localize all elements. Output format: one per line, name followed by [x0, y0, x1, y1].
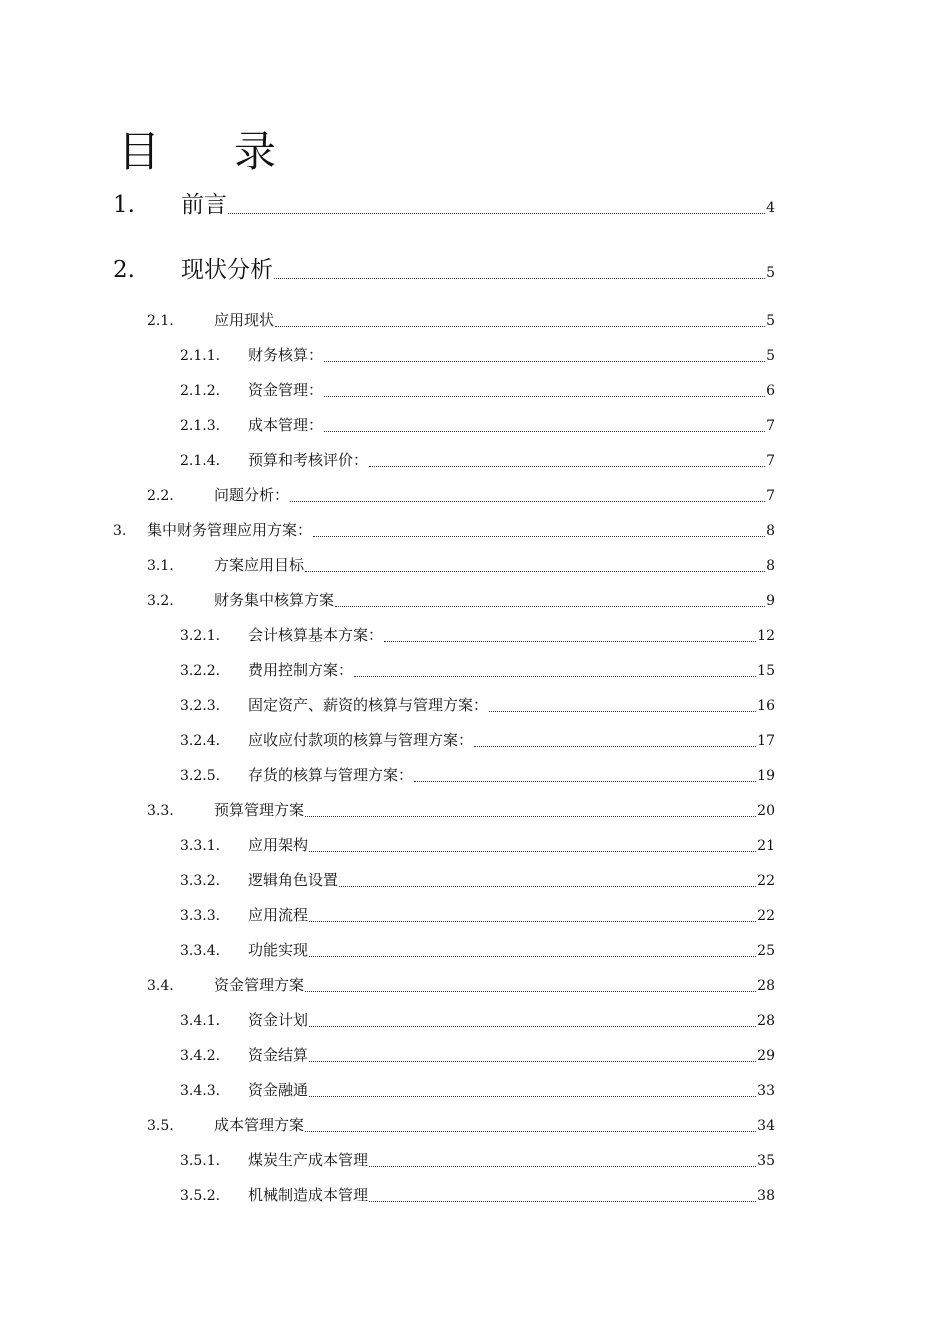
toc-leader-dots	[309, 956, 756, 957]
toc-leader-dots	[339, 886, 756, 887]
toc-entry-title: 煤炭生产成本管理	[248, 1151, 369, 1169]
toc-entry[interactable]	[180, 379, 775, 400]
toc-entry-page: 22	[757, 873, 775, 889]
toc-entry[interactable]	[147, 799, 775, 820]
toc-leader-dots	[369, 1166, 756, 1167]
toc-entry-page: 12	[757, 628, 775, 644]
toc-entry-title: 应用架构	[248, 836, 309, 854]
toc-leader-dots	[309, 1026, 756, 1027]
toc-entry-number: 2.1.4.	[180, 453, 221, 469]
toc-leader-dots	[305, 1131, 756, 1132]
toc-entry[interactable]	[147, 1114, 775, 1135]
toc-entry-title: 资金管理方案	[214, 976, 305, 994]
page-title-char-2: 录	[234, 127, 277, 176]
toc-entry[interactable]	[147, 484, 775, 505]
toc-entry-page: 33	[757, 1083, 775, 1099]
toc-entry-page: 16	[757, 698, 775, 714]
toc-entry[interactable]	[180, 624, 775, 645]
toc-entry-page: 9	[766, 593, 775, 609]
toc-entry-number: 2.1.2.	[180, 383, 221, 399]
toc-leader-dots	[274, 278, 765, 279]
toc-entry-title: 集中财务管理应用方案：	[147, 521, 313, 539]
toc-leader-dots	[414, 781, 756, 782]
toc-entry-page: 4	[766, 200, 775, 216]
toc-entry-page: 7	[766, 453, 775, 469]
toc-entry-page: 15	[757, 663, 775, 679]
toc-entry-page: 20	[757, 803, 775, 819]
toc-leader-dots	[290, 501, 765, 502]
toc-entry-number: 2.1.1.	[180, 348, 221, 364]
toc-entry[interactable]	[147, 309, 775, 330]
toc-entry-title: 会计核算基本方案：	[248, 626, 384, 644]
toc-leader-dots	[309, 851, 756, 852]
toc-entry-number: 2.1.3.	[180, 418, 221, 434]
toc-entry-number: 3.4.	[147, 978, 174, 994]
toc-leader-dots	[489, 711, 756, 712]
toc-entry-number: 2.2.	[147, 488, 174, 504]
toc-entry[interactable]	[180, 1044, 775, 1065]
toc-entry-number: 1.	[113, 192, 135, 218]
toc-entry-page: 35	[757, 1153, 775, 1169]
toc-entry[interactable]	[147, 974, 775, 995]
toc-entry[interactable]	[113, 251, 775, 284]
toc-entry-title: 机械制造成本管理	[248, 1186, 369, 1204]
toc-entry[interactable]	[180, 834, 775, 855]
toc-entry-page: 5	[766, 313, 775, 329]
toc-entry-number: 2.1.	[147, 313, 174, 329]
toc-entry-number: 3.5.	[147, 1118, 174, 1134]
toc-entry-page: 29	[757, 1048, 775, 1064]
toc-entry-number: 3.3.4.	[180, 943, 221, 959]
toc-entry-title: 应用流程	[248, 906, 309, 924]
toc-entry-number: 3.	[113, 523, 127, 539]
toc-entry[interactable]	[180, 1079, 775, 1100]
toc-entry-number: 3.1.	[147, 558, 174, 574]
toc-entry-title: 成本管理方案	[214, 1116, 305, 1134]
toc-leader-dots	[324, 431, 765, 432]
toc-entry-title: 应收应付款项的核算与管理方案：	[248, 731, 474, 749]
toc-entry-number: 3.3.3.	[180, 908, 221, 924]
toc-entry-page: 28	[757, 1013, 775, 1029]
toc-entry-number: 3.2.4.	[180, 733, 221, 749]
toc-entry[interactable]	[147, 554, 775, 575]
toc-leader-dots	[474, 746, 756, 747]
toc-entry-number: 3.2.1.	[180, 628, 221, 644]
toc-entry-page: 7	[766, 488, 775, 504]
toc-entry-title: 存货的核算与管理方案：	[248, 766, 414, 784]
toc-entry-title: 成本管理：	[248, 416, 324, 434]
toc-leader-dots	[369, 466, 765, 467]
toc-leader-dots	[384, 641, 756, 642]
toc-leader-dots	[313, 536, 765, 537]
toc-entry-title: 财务集中核算方案	[214, 591, 335, 609]
toc-entry-number: 3.4.2.	[180, 1048, 221, 1064]
toc-entry[interactable]	[180, 764, 775, 785]
toc-entry-title: 问题分析：	[214, 486, 290, 504]
toc-entry[interactable]	[180, 904, 775, 925]
toc-entry-title: 资金结算	[248, 1046, 309, 1064]
toc-entry-page: 8	[766, 523, 775, 539]
toc-entry-page: 5	[766, 348, 775, 364]
toc-entry[interactable]	[180, 1009, 775, 1030]
toc-entry-number: 3.3.2.	[180, 873, 221, 889]
toc-entry-title: 资金计划	[248, 1011, 309, 1029]
toc-leader-dots	[309, 921, 756, 922]
toc-entry[interactable]	[180, 939, 775, 960]
toc-entry-title: 预算管理方案	[214, 801, 305, 819]
toc-entry-title: 前言	[181, 192, 227, 218]
toc-leader-dots	[305, 991, 756, 992]
toc-leader-dots	[369, 1201, 756, 1202]
toc-entry-page: 19	[757, 768, 775, 784]
toc-entry[interactable]	[147, 589, 775, 610]
toc-leader-dots	[324, 361, 765, 362]
toc-entry-number: 3.2.3.	[180, 698, 221, 714]
toc-entry-page: 28	[757, 978, 775, 994]
toc-entry-number: 3.4.3.	[180, 1083, 221, 1099]
toc-entry-title: 资金融通	[248, 1081, 309, 1099]
toc-leader-dots	[275, 326, 765, 327]
toc-leader-dots	[309, 1096, 756, 1097]
toc-leader-dots	[228, 213, 765, 214]
toc-entry-title: 资金管理：	[248, 381, 324, 399]
toc-entry-title: 财务核算：	[248, 346, 324, 364]
toc-entry-title: 应用现状	[214, 311, 275, 329]
toc-entry-page: 34	[757, 1118, 775, 1134]
toc-leader-dots	[335, 606, 765, 607]
toc-entry[interactable]	[180, 869, 775, 890]
toc-entry-page: 8	[766, 558, 775, 574]
toc-entry[interactable]	[180, 1184, 775, 1205]
toc-entry-number: 3.2.	[147, 593, 174, 609]
toc-entry-title: 现状分析	[181, 257, 273, 283]
toc-entry-title: 逻辑角色设置	[248, 871, 339, 889]
toc-entry-number: 3.3.1.	[180, 838, 221, 854]
toc-entry-title: 费用控制方案：	[248, 661, 354, 679]
toc-entry-number: 3.3.	[147, 803, 174, 819]
toc-entry-page: 17	[757, 733, 775, 749]
toc-entry-page: 25	[757, 943, 775, 959]
toc-entry[interactable]	[180, 694, 775, 715]
toc-entry-page: 21	[757, 838, 775, 854]
toc-entry-number: 3.4.1.	[180, 1013, 221, 1029]
toc-entry-title: 功能实现	[248, 941, 309, 959]
toc-entry-title: 预算和考核评价：	[248, 451, 369, 469]
toc-entry-page: 5	[766, 265, 775, 281]
toc-entry[interactable]	[180, 659, 775, 680]
toc-entry-page: 6	[766, 383, 775, 399]
toc-entry-page: 22	[757, 908, 775, 924]
toc-entry-page: 7	[766, 418, 775, 434]
toc-entry[interactable]	[180, 344, 775, 365]
toc-entry[interactable]	[113, 186, 775, 219]
toc-leader-dots	[305, 571, 765, 572]
toc-leader-dots	[324, 396, 765, 397]
toc-entry-number: 2.	[113, 257, 135, 283]
toc-entry-number: 3.2.5.	[180, 768, 221, 784]
toc-entry-title: 固定资产、薪资的核算与管理方案：	[248, 696, 489, 714]
toc-entry-page: 38	[757, 1188, 775, 1204]
toc-entry[interactable]	[113, 519, 775, 540]
toc-leader-dots	[354, 676, 756, 677]
toc-entry[interactable]	[180, 729, 775, 750]
page-title-char-1: 目	[118, 127, 161, 176]
toc-entry[interactable]	[180, 449, 775, 470]
toc-entry[interactable]	[180, 1149, 775, 1170]
toc-entry-title: 方案应用目标	[214, 556, 305, 574]
toc-leader-dots	[309, 1061, 756, 1062]
toc-entry-number: 3.5.2.	[180, 1188, 221, 1204]
toc-entry-number: 3.5.1.	[180, 1153, 221, 1169]
toc-leader-dots	[305, 816, 756, 817]
toc-entry-number: 3.2.2.	[180, 663, 221, 679]
toc-entry[interactable]	[180, 414, 775, 435]
